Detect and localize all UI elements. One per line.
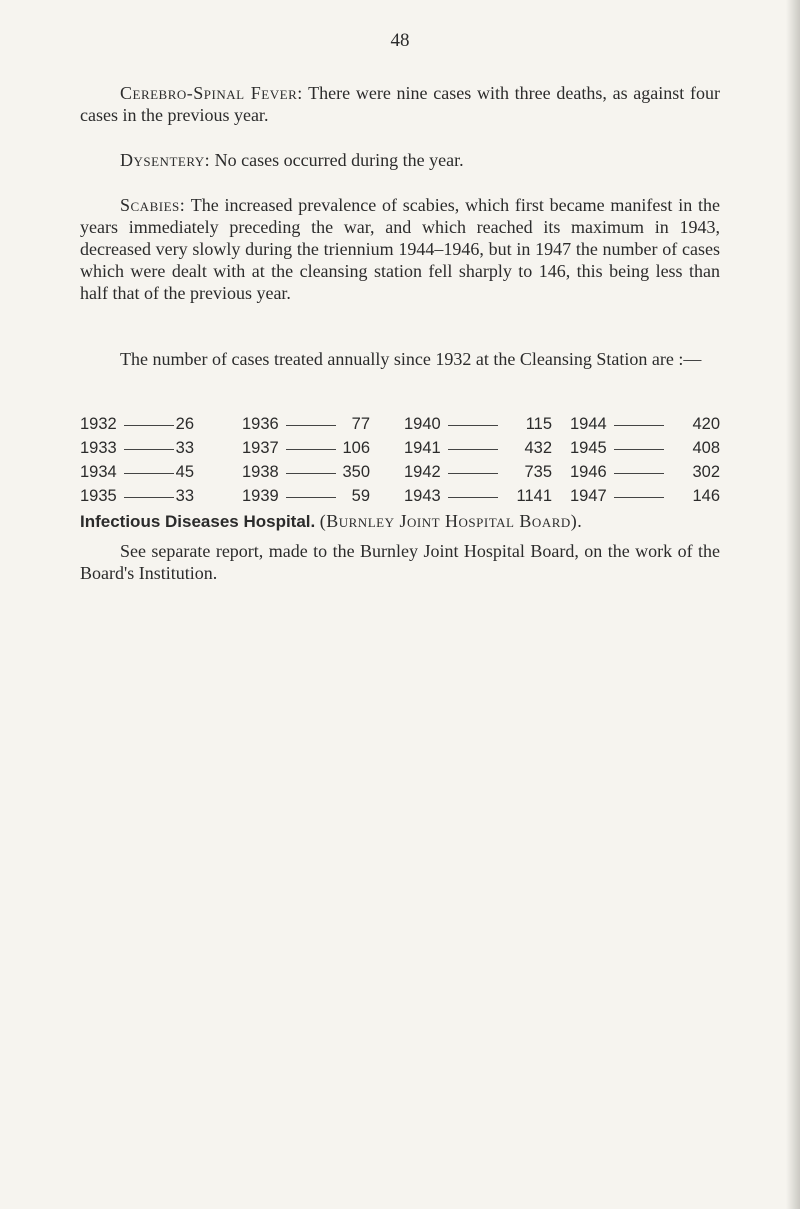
- case-count: 146: [692, 487, 720, 505]
- table-cell: [570, 463, 720, 487]
- table-cell: [404, 463, 554, 487]
- year-label: 1939: [242, 487, 279, 505]
- year-label: 1933: [80, 439, 117, 457]
- scabies-text: The increased prevalence of scabies, which first became manifest in the years immediately preceding the war, and which reached its maximum in 1943, decreased very slowly during the triennium 1944–1946, but in 1947 the number of cases which were dealt with at the cleansing station fell sharply to 146, this being less than half that of the previous year.: [80, 195, 720, 303]
- page-edge-shadow: [786, 0, 800, 1209]
- table-row: [80, 439, 720, 463]
- table-cell: [570, 415, 720, 439]
- leader-dash: [124, 449, 174, 450]
- table-row: [80, 463, 720, 487]
- year-label: 1938: [242, 463, 279, 481]
- dysentery-paragraph: [80, 149, 720, 171]
- table-cell: [404, 415, 554, 439]
- leader-dash: [124, 497, 174, 498]
- year-label: 1942: [404, 463, 441, 481]
- page-number: 48: [390, 30, 410, 51]
- table-row: [80, 487, 720, 511]
- leader-dash: [286, 449, 336, 450]
- cleansing-station-table: [80, 415, 720, 511]
- leader-dash: [614, 473, 664, 474]
- case-count: 33: [175, 439, 194, 457]
- table-cell: [242, 415, 392, 439]
- leader-dash: [448, 497, 498, 498]
- leader-dash: [124, 473, 174, 474]
- leader-dash: [286, 425, 336, 426]
- year-label: 1935: [80, 487, 117, 505]
- table-cell: [242, 487, 392, 511]
- case-count: 420: [692, 415, 720, 433]
- case-count: 408: [692, 439, 720, 457]
- year-label: 1932: [80, 415, 117, 433]
- leader-dash: [286, 497, 336, 498]
- case-count: 735: [524, 463, 552, 481]
- year-label: 1944: [570, 415, 607, 433]
- leader-dash: [614, 425, 664, 426]
- cerebro-spinal-fever-paragraph: [80, 82, 720, 126]
- year-label: 1934: [80, 463, 117, 481]
- cerebro-spinal-fever-heading: Cerebro-Spinal Fever:: [120, 83, 303, 103]
- leader-dash: [286, 473, 336, 474]
- table-cell: [80, 487, 230, 511]
- scabies-heading: Scabies:: [120, 195, 186, 215]
- table-cell: [404, 487, 554, 511]
- dysentery-heading: Dysentery:: [120, 150, 211, 170]
- case-count: 1141: [516, 487, 552, 505]
- year-label: 1937: [242, 439, 279, 457]
- year-label: 1946: [570, 463, 607, 481]
- cerebro-spinal-fever-text: There were nine cases with three deaths, as against four cases in the previous year.: [80, 83, 720, 125]
- year-label: 1936: [242, 415, 279, 433]
- table-cell: [80, 415, 230, 439]
- leader-dash: [448, 473, 498, 474]
- hospital-heading-line: [80, 510, 720, 533]
- scabies-paragraph: [80, 194, 720, 304]
- case-count: 77: [351, 415, 370, 433]
- leader-dash: [448, 425, 498, 426]
- case-count: 26: [175, 415, 194, 433]
- case-count: 302: [692, 463, 720, 481]
- leader-dash: [448, 449, 498, 450]
- case-count: 33: [175, 487, 194, 505]
- table-cell: [570, 439, 720, 463]
- case-count: 115: [525, 415, 552, 433]
- dysentery-text: No cases occurred during the year.: [210, 150, 464, 170]
- table-cell: [242, 463, 392, 487]
- case-count: 106: [342, 439, 370, 457]
- hospital-paragraph: See separate report, made to the Burnley Joint Hospital Board, on the work of the Board's Institution.: [80, 541, 720, 583]
- cleansing-station-intro: The number of cases treated annually since 1932 at the Cleansing Station are :—: [120, 349, 702, 369]
- table-cell: [80, 463, 230, 487]
- hospital-heading: Infectious Diseases Hospital.: [80, 512, 316, 531]
- table-cell: [404, 439, 554, 463]
- case-count: 45: [175, 463, 194, 481]
- year-label: 1941: [404, 439, 441, 457]
- leader-dash: [614, 449, 664, 450]
- year-label: 1940: [404, 415, 441, 433]
- case-count: 350: [342, 463, 370, 481]
- table-cell: [570, 487, 720, 511]
- table-row: [80, 415, 720, 439]
- case-count: 59: [351, 487, 370, 505]
- year-label: 1943: [404, 487, 441, 505]
- leader-dash: [614, 497, 664, 498]
- table-cell: [242, 439, 392, 463]
- year-label: 1945: [570, 439, 607, 457]
- table-cell: [80, 439, 230, 463]
- hospital-subheading: (Burnley Joint Hospital Board).: [319, 511, 583, 531]
- case-count: 432: [524, 439, 552, 457]
- leader-dash: [124, 425, 174, 426]
- year-label: 1947: [570, 487, 607, 505]
